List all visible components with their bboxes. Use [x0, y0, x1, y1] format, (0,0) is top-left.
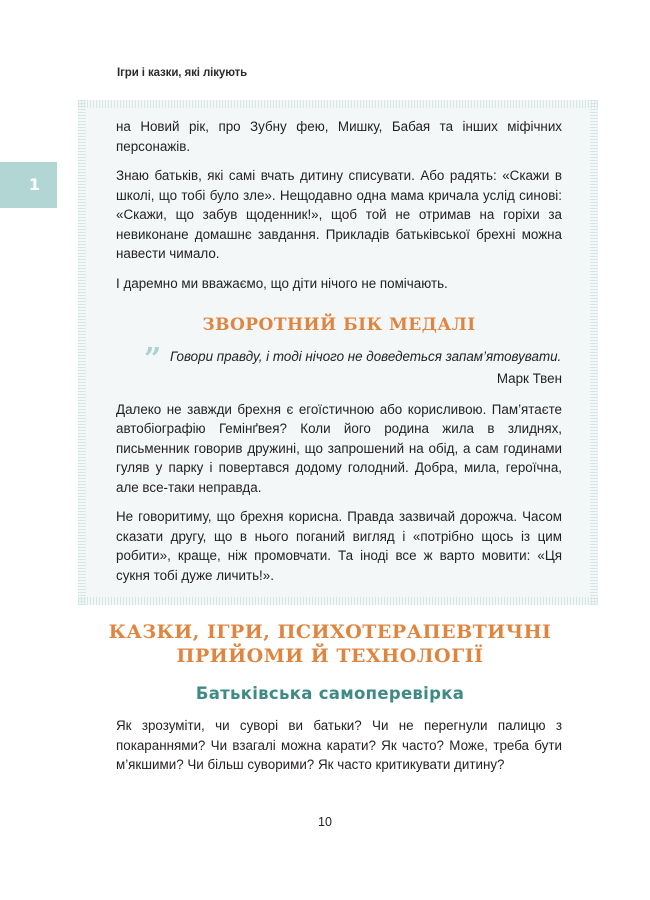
chapter-number: 1: [28, 175, 40, 194]
sidebar-box: [78, 100, 598, 605]
paragraph: Не говоритиму, що брехня корисна. Правда зазвичай дорожча. Часом сказати другу, що в нього поганий вигляд і «потрібно щось із цим робити», краще, ніж промовчати. Та іноді все ж варто мовити: «Ця сукня тобі дуже личить!».: [116, 509, 562, 583]
paragraph: Далеко не завжди брехня є егоїстичною або корисливою. Пам’ятаєте автобіографію Гемінґвея? Коли його родина жила в злиднях, письменник говорив дружині, що запрошений на обід, а сам годинами гуляв у парку і повертався додому голодний. Добра, мила, героїчна, але все-таки неправда.: [116, 401, 562, 495]
section-heading-line: ПРИЙОМИ Й ТЕХНОЛОГІЇ: [176, 645, 484, 667]
main-text: [116, 716, 562, 785]
paragraph: Як зрозуміти, чи суворі ви батьки? Чи не перегнули палицю з покараннями? Чи взагалі можна карати? Як часто? Може, треба бути м’якшими? Чи більш суворими? Як часто критикувати дитину?: [116, 718, 562, 772]
paragraph: на Новий рік, про Зубну фею, Мишку, Бабая та інших міфічних персонажів.: [116, 119, 562, 154]
paragraph: Знаю батьків, які самі вчать дитину списувати. Або радять: «Скажи в школі, що тобі було зле». Нещодавно одна мама кричала услід синові: «Скажи, що забув щоденник!», щоб той не отримав на горіхи за невиконане домашнє завдання. Прикладів батьківської брехні можна навести чимало.: [116, 168, 562, 261]
chapter-tab: [0, 162, 57, 208]
box-content: [116, 117, 562, 595]
page-number: 10: [318, 815, 332, 829]
running-head: Ігри і казки, які лікують: [117, 67, 248, 79]
section-heading-line: КАЗКИ, ІГРИ, ПСИХОТЕРАПЕВТИЧНІ: [108, 621, 552, 643]
subsection-heading: Батьківська самоперевірка: [195, 684, 465, 703]
quote-text: Говори правду, і тоді нічого не доведеться запам’ятовувати.: [170, 349, 562, 364]
epigraph: [116, 342, 562, 388]
paragraph: І даремно ми вважаємо, що діти нічого не помічають.: [116, 275, 448, 291]
section-title: ЗВОРОТНИЙ БІК МЕДАЛІ: [202, 315, 476, 335]
quote-mark-icon: ”: [144, 342, 162, 377]
section-heading: [100, 620, 560, 668]
quote-author: Марк Твен: [496, 370, 562, 386]
